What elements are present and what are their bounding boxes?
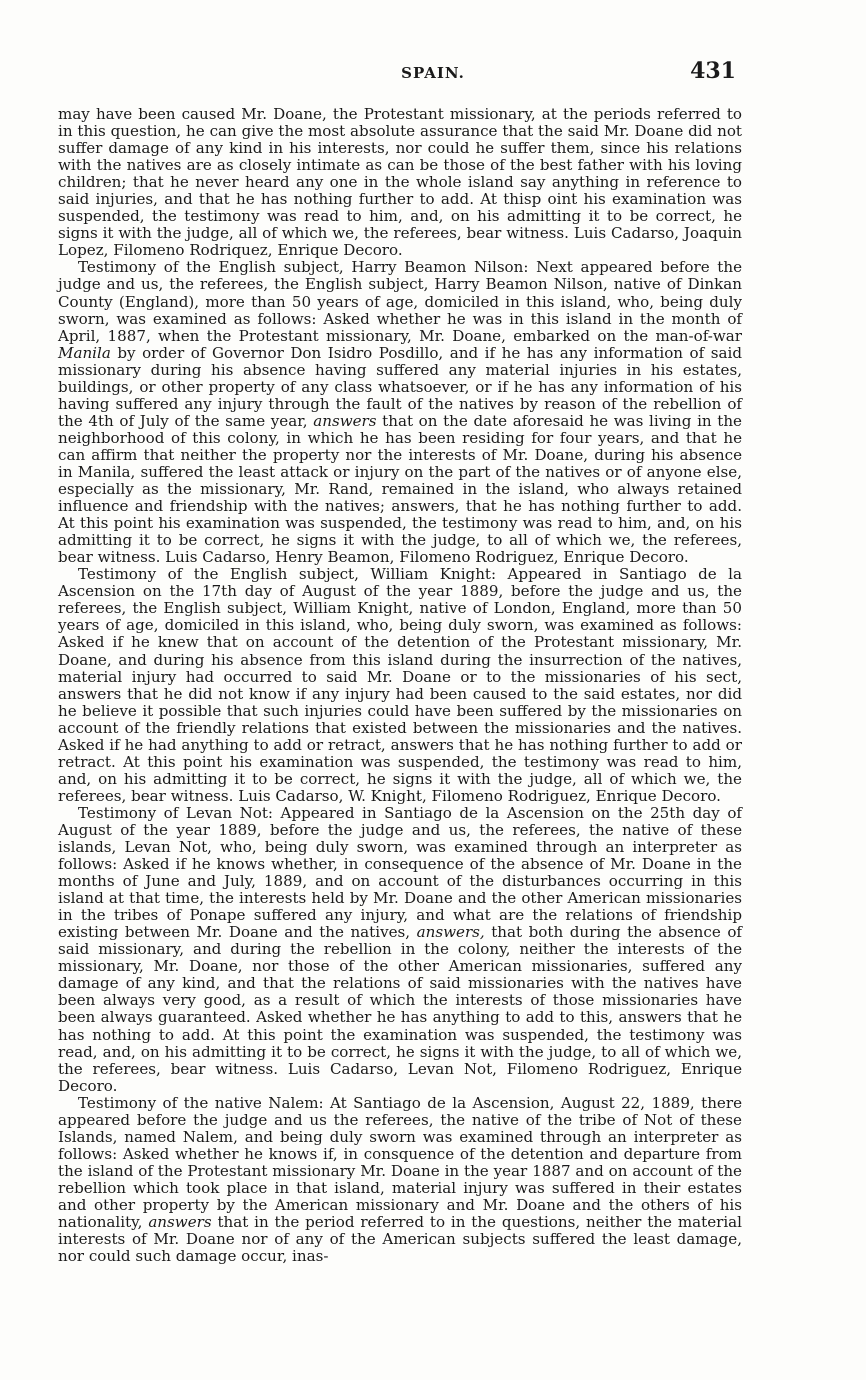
paragraph-nilson-testimony: Testimony of the English subject, Harry Beamon Nilson: Next appeared before the judge and us, the referees, the English subject, Harry Beamon Nilson, native of Dinkan County (England), more than 50 years of age, domiciled in this island, who, being duly sworn, was examined as follows: Asked whether he was in this island in the month of April, 1887, when the Protestant missionary, Mr. Doane, embarked on the man-of-war Manila by order of Governor Don Isidro Posdillo, and if he has any information of said missionary during his absence having suffered any material injuries in his estates, buildings, or other property of any class whatsoever, or if he has any information of his having suffered any injury through the fault of the natives by reason of the rebellion of the 4th of July of the same year, answers that on the date aforesaid he was living in the neighborhood of this colony, in which he has been residing for four years, and that he can affirm that neither the property nor the interests of Mr. Doane, during his absence in Manila, suffered the least attack or injury on the part of the natives or of anyone else, especially as the missionary, Mr. Rand, remained in the island, who always retained influence and friendship with the natives; answers, that he has nothing further to add. At this point his examination was suspended, the testimony was read to him, and, on his admitting it to be correct, he signs it with the judge, to all of which we, the referees, bear witness. Luis Cadarso, Henry Beamon, Filomeno Rodriguez, Enrique Decoro.: [58, 258, 742, 567]
page-header: [0, 58, 866, 88]
paragraph-levan-not-testimony: Testimony of Levan Not: Appeared in Santiago de la Ascension on the 25th day of August of the year 1889, before the judge and us, the referees, the native of these islands, Levan Not, who, being duly sworn, was examined through an interpreter as follows: Asked if he knows whether, in consequence of the absence of Mr. Doane in the months of June and July, 1889, and on account of the disturbances occurring in this island at that time, the interests held by Mr. Doane and the other American missionaries in the tribes of Ponape suffered any injury, and what are the relations of friendship existing between Mr. Doane and the natives, answers, that both during the absence of said missionary, and during the rebellion in the colony, neither the interests of the missionary, Mr. Doane, nor those of the other American missionaries, suffered any damage of any kind, and that the relations of said missionaries with the natives have been always very good, as a result of which the interests of those missionaries have been always guaranteed. Asked whether he has anything to add to this, answers that he has nothing to add. At this point the examination was suspended, the testimony was read, and, on his admitting it to be correct, he signs it with the judge, to all of which we, the referees, bear witness. Luis Cadarso, Levan Not, Filomeno Rodriguez, Enrique Decoro.: [58, 803, 742, 1095]
body-text: [58, 106, 742, 1265]
paragraph-nalem-testimony: Testimony of the native Nalem: At Santiago de la Ascension, August 22, 1889, there appeared before the judge and us the referees, the native of the tribe of Not of these Islands, named Nalem, and being duly sworn was examined through an interpreter as follows: Asked whether he knows if, in consquence of the detention and departure from the island of the Protestant missionary Mr. Doane in the year 1887 and on account of the rebellion which took place in that island, material injury was suffered in their estates and other property by the American missionary and Mr. Doane and the others of his nationality, answers that in the period referred to in the questions, neither the material interests of Mr. Doane nor of any of the American subjects suffered the least damage, nor could such damage occur, inas-: [58, 1093, 742, 1266]
paragraph-knight-testimony: Testimony of the English subject, William Knight: Appeared in Santiago de la Ascension on the 17th day of August of the year 1889, before the judge and us, the referees, the English subject, William Knight, native of London, England, more than 50 years of age, domiciled in this island, who, being duly sworn, was examined as follows: Asked if he knew that on account of the detention of the Protestant missionary, Mr. Doane, and during his absence from this island during the insurrection of the natives, material injury had occurred to said Mr. Doane or to the missionaries of his sect, answers that he did not know if any injury had been caused to the said estates, nor did he believe it possible that such injuries could have been suffered by the missionaries on account of the friendly relations that existed between the missionaries and the natives. Asked if he had anything to add or retract, answers that he has nothing further to add or retract. At this point his examination was suspended, the testimony was read to him, and, on his admitting it to be correct, he signs it with the judge, all of which we, the referees, bear witness. Luis Cadarso, W. Knight, Filomeno Rodriguez, Enrique Decoro.: [58, 565, 742, 805]
running-title: SPAIN.: [401, 64, 465, 82]
page-number: 431: [690, 58, 736, 84]
paragraph-continuation: may have been caused Mr. Doane, the Protestant missionary, at the periods referred to in this question, he can give the most absolute assurance that the said Mr. Doane did not suffer damage of any kind in his interests, nor could he suffer them, since his relations with the natives are as closely intimate as can be those of the best father with his loving children; that he never heard any one in the whole island say anything in reference to said injuries, and that he has nothing further to add. At thisp oint his examination was suspended, the testimony was read to him, and, on his admitting it to be correct, he signs it with the judge, all of which we, the referees, bear witness. Luis Cadarso, Joaquin Lopez, Filomeno Rodriquez, Enrique Decoro.: [58, 105, 742, 260]
